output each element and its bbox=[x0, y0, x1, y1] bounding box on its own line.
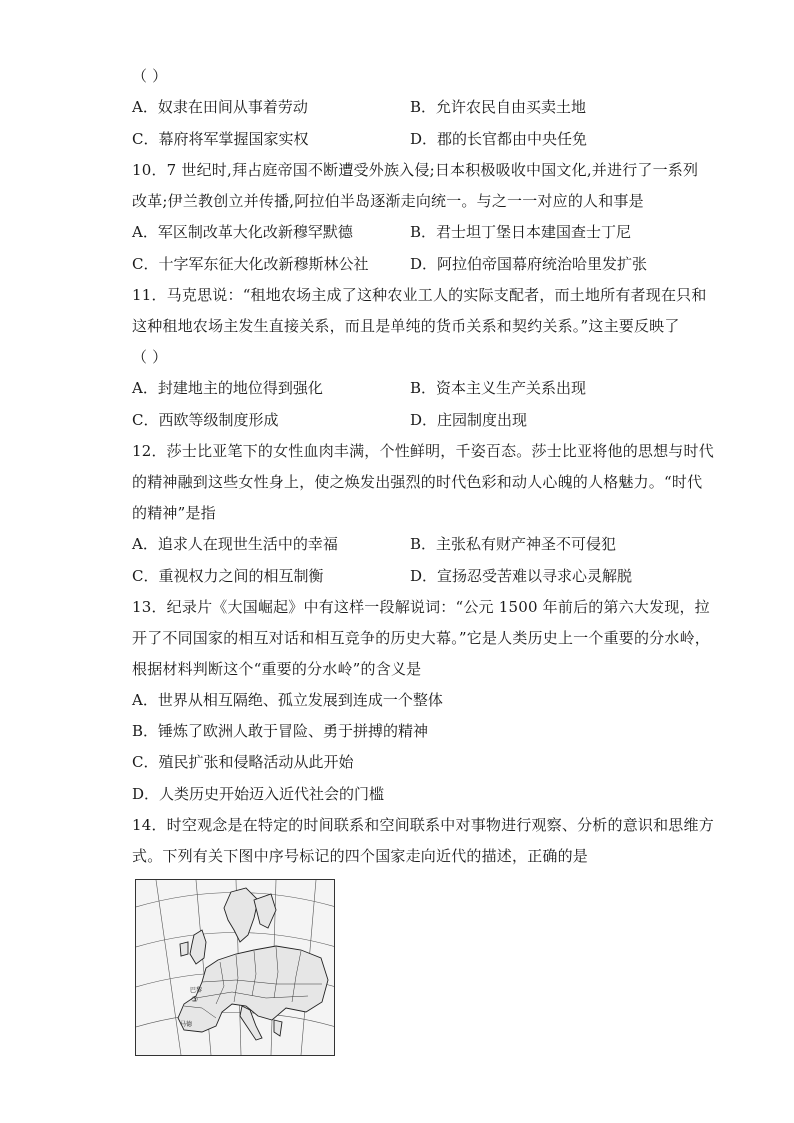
map-marker-3: ③ bbox=[191, 995, 199, 1004]
q13-option-a[interactable]: A．世界从相互隔绝、孤立发展到连成一个整体 bbox=[132, 691, 443, 709]
q12-stem-line-2: 的精神融到这些女性身上，使之焕发出强烈的时代色彩和动人心魄的人格魅力。“时代 bbox=[132, 473, 703, 491]
q9-option-c[interactable]: C．幕府将军掌握国家实权 bbox=[132, 130, 309, 148]
map-label-paris: 巴黎 bbox=[190, 987, 203, 994]
q11-option-b[interactable]: B．资本主义生产关系出现 bbox=[410, 379, 587, 397]
q13-option-c[interactable]: C．殖民扩张和侵略活动从此开始 bbox=[132, 753, 354, 771]
map-label-madrid: 马德 bbox=[180, 1021, 193, 1028]
q12-option-a[interactable]: A．追求人在现世生活中的幸福 bbox=[132, 535, 338, 553]
q13-stem-line-1: 13．纪录片《大国崛起》中有这样一段解说词：“公元 1500 年前后的第六大发现，拉 bbox=[132, 598, 710, 616]
q14-stem-line-2: 式。下列有关下图中序号标记的四个国家走向近代的描述，正确的是 bbox=[132, 847, 589, 865]
q11-stem-line-2: 这种租地农场主发生直接关系，而且是单纯的货币关系和契约关系。”这主要反映了 bbox=[132, 317, 680, 335]
q9-answer-paren: （ ） bbox=[132, 67, 168, 85]
q10-option-d[interactable]: D．阿拉伯帝国幕府统治哈里发扩张 bbox=[410, 255, 648, 273]
q12-option-c[interactable]: C．重视权力之间的相互制衡 bbox=[132, 567, 324, 585]
q9-option-b[interactable]: B．允许农民自由买卖土地 bbox=[410, 98, 587, 116]
finland-landmass bbox=[254, 894, 276, 928]
q11-option-c[interactable]: C．西欧等级制度形成 bbox=[132, 411, 279, 429]
europe-map-svg bbox=[136, 880, 334, 1055]
q12-option-d[interactable]: D．宣扬忍受苦难以寻求心灵解脱 bbox=[410, 567, 633, 585]
q12-stem-line-1: 12．莎士比亚笔下的女性血肉丰满，个性鲜明，千姿百态。莎士比亚将他的思想与时代 bbox=[132, 442, 714, 460]
q10-stem-line-2: 改革;伊兰教创立并传播,阿拉伯半岛逐渐走向统一。与之一一对应的人和事是 bbox=[132, 192, 644, 210]
q13-stem-line-2: 开了不同国家的相互对话和相互竞争的历史大幕。”它是人类历史上一个重要的分水岭， bbox=[132, 629, 710, 647]
q10-option-b[interactable]: B．君士坦丁堡日本建国查士丁尼 bbox=[410, 223, 632, 241]
q12-option-b[interactable]: B．主张私有财产神圣不可侵犯 bbox=[410, 535, 617, 553]
q12-stem-line-3: 的精神”是指 bbox=[132, 504, 216, 522]
ireland-landmass bbox=[180, 942, 188, 956]
q11-stem-line-1: 11．马克思说：“租地农场主成了这种农业工人的实际支配者，而土地所有者现在只和 bbox=[132, 286, 707, 304]
q13-option-b[interactable]: B．锤炼了欧洲人敢于冒险、勇于拼搏的精神 bbox=[132, 722, 429, 740]
q9-option-d[interactable]: D．郡的长官都由中央任免 bbox=[410, 130, 588, 148]
europe-map-figure bbox=[135, 879, 335, 1056]
q13-option-d[interactable]: D．人类历史开始迈入近代社会的门槛 bbox=[132, 785, 385, 803]
q9-option-a[interactable]: A．奴隶在田间从事着劳动 bbox=[132, 98, 308, 116]
greece-landmass bbox=[274, 1020, 282, 1036]
q10-stem-line-1: 10．7 世纪时,拜占庭帝国不断遭受外族入侵;日本积极吸收中国文化,并进行了一系列 bbox=[132, 161, 699, 179]
q14-stem-line-1: 14．时空观念是在特定的时间联系和空间联系中对事物进行观察、分析的意识和思维方 bbox=[132, 816, 714, 834]
q11-answer-paren: （ ） bbox=[132, 348, 168, 366]
q11-option-d[interactable]: D．庄园制度出现 bbox=[410, 411, 528, 429]
q10-option-a[interactable]: A．军区制改革大化改新穆罕默德 bbox=[132, 223, 353, 241]
q11-option-a[interactable]: A．封建地主的地位得到强化 bbox=[132, 379, 323, 397]
q10-option-c[interactable]: C．十字军东征大化改新穆斯林公社 bbox=[132, 255, 369, 273]
scandinavia-landmass bbox=[224, 888, 258, 942]
q13-stem-line-3: 根据材料判断这个“重要的分水岭”的含义是 bbox=[132, 660, 422, 678]
